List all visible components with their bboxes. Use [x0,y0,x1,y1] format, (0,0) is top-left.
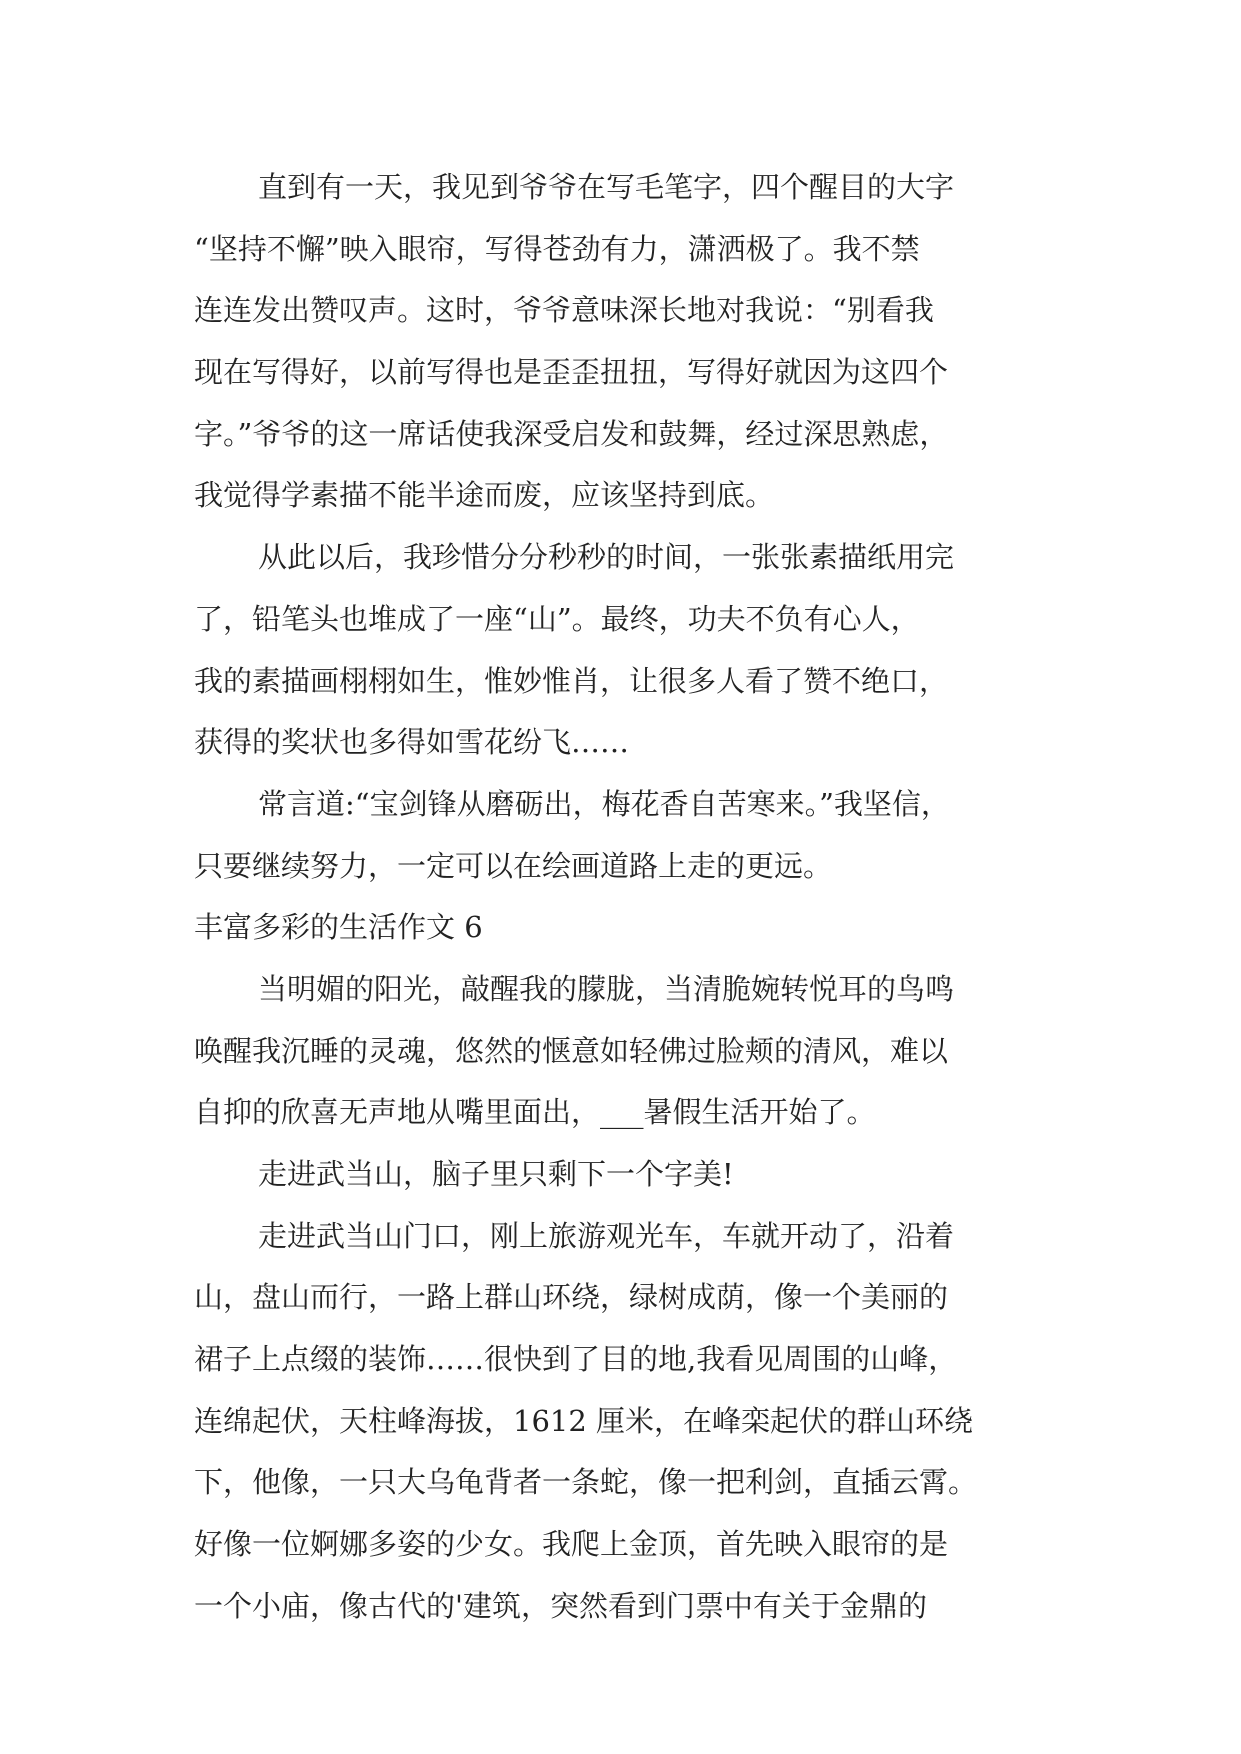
text-line: 山，盘山而行，一路上群山环绕，绿树成荫，像一个美丽的 [194,1280,949,1315]
text-line: 现在写得好，以前写得也是歪歪扭扭，写得好就因为这四个 [194,355,949,390]
text-line: 下，他像，一只大乌龟背者一条蛇，像一把利剑，直插云霄。 [194,1465,978,1500]
paragraph-first-line: 走进武当山，脑子里只剩下一个字美! [258,1157,734,1191]
text-line: 自抑的欣喜无声地从嘴里面出，___暑假生活开始了。 [194,1095,876,1130]
paragraph-first-line: 从此以后，我珍惜分分秒秒的时间，一张张素描纸用完 [258,540,955,575]
text-line: 裙子上点缀的装饰……很快到了目的地,我看见周围的山峰， [194,1342,958,1377]
paragraph-first-line: 当明媚的阳光，敲醒我的朦胧，当清脆婉转悦耳的鸟鸣 [258,971,955,1006]
text-line: 了，铅笔头也堆成了一座“山”。最终，功夫不负有心人， [194,601,920,636]
text-line: 只要继续努力，一定可以在绘画道路上走的更远。 [194,848,833,883]
text-line: 我觉得学素描不能半途而废，应该坚持到底。 [194,478,775,513]
text-line: 连绵起伏，天柱峰海拔，1612 厘米，在峰栾起伏的群山环绕 [194,1403,974,1438]
text-line: 唤醒我沉睡的灵魂，悠然的惬意如轻佛过脸颊的清风，难以 [194,1033,949,1068]
text-line: 连连发出赞叹声。这时，爷爷意味深长地对我说：“别看我 [194,293,934,328]
text-line: 好像一位婀娜多姿的少女。我爬上金顶，首先映入眼帘的是 [194,1527,949,1562]
paragraph-first-line: 走进武当山门口，刚上旅游观光车，车就开动了，沿着 [258,1218,955,1253]
text-line: 一个小庙，像古代的'建筑，突然看到门票中有关于金鼎的 [194,1588,927,1623]
document-body [194,157,1064,1638]
paragraph-first-line: 常言道:“宝剑锋从磨砺出，梅花香自苦寒来。”我坚信， [258,786,950,821]
text-line: 获得的奖状也多得如雪花纷飞…… [194,725,630,760]
text-line: 字。”爷爷的这一席话使我深受启发和鼓舞，经过深思熟虑， [194,416,949,451]
text-line: 丰富多彩的生活作文 6 [194,910,483,945]
text-line: “坚持不懈”映入眼帘，写得苍劲有力，潇洒极了。我不禁 [194,231,920,266]
paragraph-first-line: 直到有一天，我见到爷爷在写毛笔字，四个醒目的大字 [258,170,955,204]
text-line: 我的素描画栩栩如生，惟妙惟肖，让很多人看了赞不绝口， [194,663,949,698]
